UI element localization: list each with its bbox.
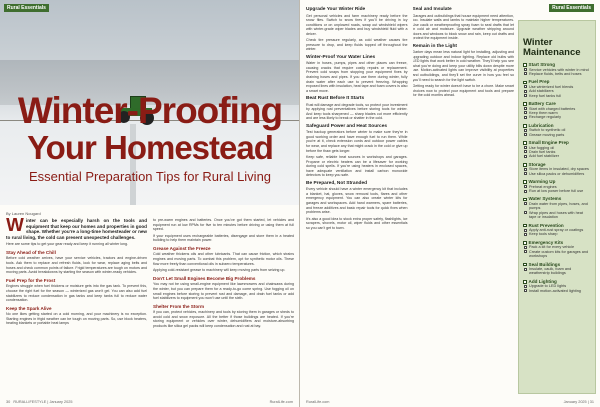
- checkbox-icon[interactable]: [524, 129, 527, 132]
- body-paragraph: Keep safe, reliable heat sources in workshops and garages. Propane or electric heaters can be a lifesaver for working during cold spells. If you're using heaters in enclosed spaces, have adequate ventilation and install carbon monoxide detectors to keep you safe.: [306, 155, 408, 178]
- checkbox-icon[interactable]: [524, 90, 527, 93]
- article-column-3: [306, 4, 408, 392]
- checklist-item-text: Keep tools sharp: [529, 232, 558, 237]
- checkbox-icon[interactable]: [524, 68, 527, 71]
- checkbox-icon[interactable]: [524, 289, 527, 292]
- body-paragraph: If your equipment uses rechargeable batteries, disengage and store them in a heated building to help them maintain power.: [153, 233, 294, 243]
- checklist-item-text: Apply anti-rust spray or coatings: [529, 228, 584, 233]
- checklist-heading-text: Seal Buildings: [528, 261, 561, 267]
- section-heading: Be Prepared, Not Stranded: [306, 180, 368, 186]
- checkbox-icon[interactable]: [524, 233, 527, 236]
- checkbox-icon[interactable]: [524, 111, 527, 114]
- checkbox-icon[interactable]: [524, 116, 527, 119]
- checkbox-icon[interactable]: [524, 250, 527, 253]
- sidebar-title: Winter Maintenance: [523, 37, 581, 58]
- checklist-heading-text: Emergency Kits: [528, 239, 564, 245]
- body-paragraph: No one likes getting started on a cold morning, and your machinery is no exception. Starting engines in frigid weather can be tough on moving parts. So, use block heaters, heating blankets or portable heat lamps: [6, 312, 147, 326]
- checklist-item: [523, 133, 591, 137]
- issue-date: January 2025: [49, 400, 73, 404]
- checklist-group: [523, 279, 591, 293]
- checklist-item-text: Store items in insulated, dry spaces: [529, 167, 589, 172]
- headline-line-2: Your Homestead: [27, 129, 273, 166]
- byline: By Lauren Nougard: [6, 211, 41, 216]
- section-heading: Seal and Insulate: [412, 7, 452, 12]
- section-heading: Winter-Proof Your Water Lines: [306, 54, 376, 60]
- body-paragraph: You may not be using small-engine equipment like lawnmowers and chainsaws during the winter, but you can prepare them for a ready-to-go come spring. Use fogging oil on small engines before storing to prevent rust and damage, and drain fuel tanks or add fuel stabilizers to equipment you won't use until the sixth.: [153, 282, 294, 301]
- article-columns-left: [6, 218, 294, 393]
- body-paragraph: Applying cold-resistant grease to machinery will keep moving parts from seizing up.: [153, 268, 286, 273]
- checkbox-icon[interactable]: [523, 163, 527, 167]
- checkbox-icon[interactable]: [524, 133, 527, 136]
- page-number: 31: [589, 400, 594, 404]
- checklist-heading-text: Warming Up: [528, 179, 556, 185]
- section-heading: Grease Against the Freeze: [153, 245, 211, 251]
- checkbox-icon[interactable]: [523, 263, 527, 267]
- checklist-groups: [523, 62, 591, 293]
- intro-paragraph: Here are some tips to get your gear ready and keep it running all winter long.: [6, 242, 129, 247]
- article-column-1: [6, 218, 147, 393]
- checklist-item: [523, 172, 591, 176]
- checklist-heading-text: Start Strong: [528, 62, 556, 67]
- section-heading: Stay Ahead of the Chill: [6, 249, 56, 255]
- checklist-item-text: Run at low power before full use: [529, 189, 584, 193]
- checklist-item-text: Start with charged batteries: [529, 106, 576, 111]
- checklist-group: [523, 262, 591, 276]
- checklist-item-text: Keep them warm: [529, 110, 558, 115]
- checkbox-icon[interactable]: [524, 268, 527, 271]
- body-paragraph: Before cold weather arrives, have your service vehicles, tractors and engine-driven tools. Ask them to replace and refresh fluids, look for wear, replace aging belts and hoses and check common points of failure. Frigid temperatures are tough on motors and moving parts. Avoid breakdowns by starting the season with winter-ready vehicles.: [6, 256, 147, 275]
- page-footer-right: RuralLife.com January 2025 | 31: [306, 400, 594, 404]
- section-heading: Don't Let Small Engines Become Big Problems: [153, 275, 256, 281]
- section-heading: Beat Rust Before It Starts: [306, 96, 365, 102]
- subheadline: Essential Preparation Tips for Rural Living: [28, 169, 272, 184]
- checklist-item-text: Keep fuel tanks full: [529, 93, 562, 98]
- section-heading: Shelter From the Storm: [153, 303, 205, 309]
- checkbox-icon[interactable]: [524, 72, 527, 75]
- checkbox-icon[interactable]: [524, 155, 527, 158]
- checklist-item: [523, 154, 591, 158]
- body-paragraph: If you can, protect vehicles, machinery and tools by storing them in garages or sheds to avoid cold and snow exposure. All the better if those buildings are heated. If you're storing equipment or vehicles over winter, dehumidifiers and moisture-absorbing products like silica gel packs will keep condensation and rust at bay.: [153, 310, 294, 328]
- checkbox-icon[interactable]: [524, 146, 527, 149]
- checklist-item-text: Add fuel stabilizer: [529, 154, 559, 159]
- winter-maintenance-checklist: [518, 20, 596, 394]
- body-paragraph: Rust will damage and degrade tools, so protect your investment by applying rust preventatives before storing tools for winter. And keep tools sharpened — sharp blades cut more efficiently and are less likely to break or shatter in the cold.: [306, 102, 408, 121]
- checklist-item: [523, 289, 591, 293]
- body-paragraph: Every vehicle should have a winter emergency kit that includes a blanket, hat, gloves, snow removal tools, flares and other emergency equipment. You can also create winter kits for garages and workspaces. Add hand warmers, spare batteries, and freeze additives and basic repair tools for quick fixes when problems arise.: [306, 187, 408, 215]
- checkbox-icon[interactable]: [523, 63, 527, 67]
- checklist-item-text: Use winterized fuel blends: [529, 84, 574, 89]
- checklist-heading-text: Add Lighting: [528, 278, 557, 284]
- body-paragraph: Get personal vehicles and farm machinery ready before the snow flies. Switch to snow tires if you'll be driving in icy conditions or on unplowed roads, swap out windshield wipers with winter-grade wiper blades and buy windshield fluid with a deicer.: [306, 13, 408, 36]
- checklist-group: [523, 240, 591, 259]
- checklist-item-text: Upgrade to LED lights: [529, 284, 567, 289]
- checklist-item: [523, 232, 591, 236]
- checklist-group: [523, 223, 591, 237]
- checklist-item: [523, 72, 591, 76]
- checkbox-icon[interactable]: [523, 102, 527, 106]
- checklist-heading-text: Lubrication: [528, 122, 554, 128]
- checklist-group: [523, 179, 591, 193]
- checklist-item: [523, 202, 591, 211]
- checkbox-icon[interactable]: [524, 190, 527, 193]
- checklist-item-text: Drain water from pipes, hoses, and pumps: [529, 201, 588, 211]
- section-heading: Safeguard Power and Heat Sources: [306, 123, 388, 129]
- body-paragraph: Test backup generators before winter to make sure they're in good working order and have enough fuel to run them. While you're at it, check extension cords and outdoor power cables for wear, and replace any that might crack in the cold or give up before the thaw gets longer.: [306, 130, 408, 153]
- checklist-item-text: Service vehicles with winter in mind: [529, 67, 589, 72]
- article-column-2: [153, 218, 294, 393]
- checkbox-icon[interactable]: [524, 211, 527, 214]
- checklist-item: [523, 115, 591, 119]
- checkbox-icon[interactable]: [524, 285, 527, 288]
- column-sections: [413, 7, 515, 98]
- publication-name: RURALLIFESTYLE: [13, 400, 47, 404]
- column-sections: [306, 7, 408, 230]
- checklist-item-text: Grease moving parts: [529, 132, 565, 137]
- checklist-group: [523, 196, 591, 219]
- website: RuralLife.com: [269, 400, 293, 404]
- body-paragraph: Garages and outbuildings that house equipment need attention, too. Insulate walls and lambs to maintain higher temperatures. Use caulk or weatherproofing spray foam to seal drafts that let in cold air and moisture. Upgrade weather stripping around doors and windows to block snow and rain, keep out drafts and protect the equipment inside.: [412, 13, 514, 41]
- right-page: [300, 0, 600, 407]
- checklist-item-text: Recharge regularly: [529, 115, 562, 120]
- body-paragraph: Cold weather thickens oils and other lubricants. That can cause friction, which strains engines and moving parts. To combat this problem, opt for synthetic motor oils. These flow more freely than conventional oils in subzero temperatures.: [153, 252, 294, 266]
- checklist-item: [523, 250, 591, 259]
- column-sections: [153, 218, 294, 329]
- checklist-group: [523, 62, 591, 76]
- checklist-item: [523, 211, 591, 220]
- checklist-item-text: Drain fuel tanks: [529, 149, 556, 154]
- checklist-item-text: Add stabilizers: [529, 89, 554, 94]
- department-label: Rural Essentials: [549, 4, 594, 12]
- checklist-heading-text: Water Systems: [528, 196, 562, 202]
- checklist-item: [523, 267, 591, 276]
- checklist-heading-text: Storage: [528, 161, 546, 167]
- checklist-item: [523, 189, 591, 193]
- checkbox-icon[interactable]: [523, 124, 527, 128]
- checklist-group: [523, 123, 591, 137]
- checkbox-icon[interactable]: [524, 94, 527, 97]
- checkbox-icon[interactable]: [523, 224, 527, 228]
- body-paragraph: Engines struggle when fuel thickens or moisture gets into the gas tank. To prevent this, choose the right fuel for the season — winterized gas won't gel. You can also add fuel stabilizers to reduce condensation in gas tanks and keep tanks full to reduce water condensation.: [6, 284, 147, 303]
- checkbox-icon[interactable]: [523, 180, 527, 184]
- checklist-heading-text: Rust Prevention: [528, 222, 564, 228]
- body-paragraph: It's also a good idea to stock extra proper safety, flashlights, ice scrapers, shovels, motor oil, wiper fluids and other essentials so you can't get to town.: [306, 216, 408, 230]
- checkbox-icon[interactable]: [524, 172, 527, 175]
- checklist-item-text: Wrap pipes and hoses with heat tape or insulation: [529, 210, 583, 220]
- page-number: 30: [6, 400, 11, 404]
- lede-paragraph: [6, 218, 147, 240]
- checklist-heading-text: Fuel Prep: [528, 79, 550, 85]
- checkbox-icon[interactable]: [524, 150, 527, 153]
- checklist-heading-text: Battery Care: [528, 101, 556, 107]
- article-columns-right: [306, 4, 514, 392]
- department-label: Rural Essentials: [4, 4, 49, 12]
- body-paragraph: Darker days mean less natural light for installing, adjusting and upgrading outdoor and indoor lighting. Replace old bulbs with LED lights that work better in cold weather. They'll help you see what you're doing and keep your utility bills down despite more use. Motion-activated lights can improve visibility at properties and outbuildings, and they'll set the curve in how you feel so you'll need to search for the light switch.: [412, 50, 514, 82]
- drop-cap: W: [6, 218, 24, 236]
- checklist-item-text: Use silica packs or dehumidifiers: [529, 171, 585, 176]
- checkbox-icon[interactable]: [523, 141, 527, 145]
- article-column-4: [413, 4, 515, 392]
- checklist-item-text: Insulate, caulk, foam and weatherstrip buildings: [529, 267, 572, 276]
- department-tag: [549, 4, 594, 12]
- checkbox-icon[interactable]: [523, 280, 527, 284]
- section-heading: Remain in the Light: [412, 43, 458, 49]
- headline-line-1: Winter-Proofing: [17, 90, 283, 131]
- checkbox-icon[interactable]: [524, 246, 527, 249]
- checklist-item-text: Switch to synthetic oil: [529, 128, 566, 133]
- section-heading: Upgrade Your Winter Ride: [306, 7, 366, 12]
- checklist-group: [523, 79, 591, 98]
- body-paragraph: Getting ready for winter doesn't have to be a chore. Make smart choices now to protect your equipment and tools and prepare for the cold months ahead.: [412, 84, 514, 98]
- checkbox-icon[interactable]: [524, 107, 527, 110]
- checkbox-icon[interactable]: [524, 229, 527, 232]
- checklist-item: [523, 94, 591, 98]
- checkbox-icon[interactable]: [523, 81, 527, 85]
- checklist-heading-text: Small Engine Prep: [528, 140, 569, 146]
- checklist-item-text: Preheat engines: [529, 184, 557, 189]
- checkbox-icon[interactable]: [524, 202, 527, 205]
- checklist-item-text: Create custom kits for garages and workshops: [529, 249, 589, 259]
- website: RuralLife.com: [306, 400, 330, 404]
- checkbox-icon[interactable]: [524, 85, 527, 88]
- department-tag: [4, 4, 49, 12]
- body-paragraph: to pre-warm engines and batteries. Once you've got them started, let vehicles and equipment run at low RPMs for five to ten minutes before driving or using them at full speed.: [153, 218, 294, 232]
- checkbox-icon[interactable]: [523, 198, 527, 202]
- checkbox-icon[interactable]: [524, 185, 527, 188]
- section-heading: Fuel Prep for the Frost: [6, 277, 56, 283]
- page-footer-left: 30 RURALLIFESTYLE | January 2025 RuralLife.com: [6, 400, 293, 404]
- checklist-item-text: Use fogging oil: [529, 145, 555, 150]
- issue-date: January 2025: [563, 400, 587, 404]
- checklist-item-text: Pack a kit for every vehicle: [529, 245, 575, 250]
- checklist-item-text: Install motion-activated lighting: [529, 288, 581, 293]
- checklist-group: [523, 140, 591, 159]
- body-paragraph: Check tire pressure regularly, as cold weather causes tire pressure to drop, and keep fluids topped off throughout the winter.: [306, 38, 408, 52]
- body-paragraph: Water in hoses, pumps, pipes and other places can freeze, causing cracks that require costly repairs or replacement. Prevent cold snaps from stopping your equipment fixes by draining hoses and pipes. If you use them during winter, fully drain water after each use to prevent freezing. Wrapping exposed lines with insulation, heat tape and foam covers is also a smart move.: [306, 61, 408, 93]
- checklist-group: [523, 101, 591, 120]
- checkbox-icon[interactable]: [524, 168, 527, 171]
- checklist-group: [523, 162, 591, 176]
- checkbox-icon[interactable]: [523, 241, 527, 245]
- lede-text: inter can be especially harsh on the tools and equipment that keep our homes and properties in good shape. Whether you're a long-time homesteader or new to rural living, the cold can present unexpected challenges.: [6, 218, 147, 240]
- column-sections: [6, 250, 147, 326]
- checklist-item-text: Replace fluids, belts and hoses: [529, 71, 582, 76]
- section-heading: Keep the Spark Alive: [6, 305, 52, 311]
